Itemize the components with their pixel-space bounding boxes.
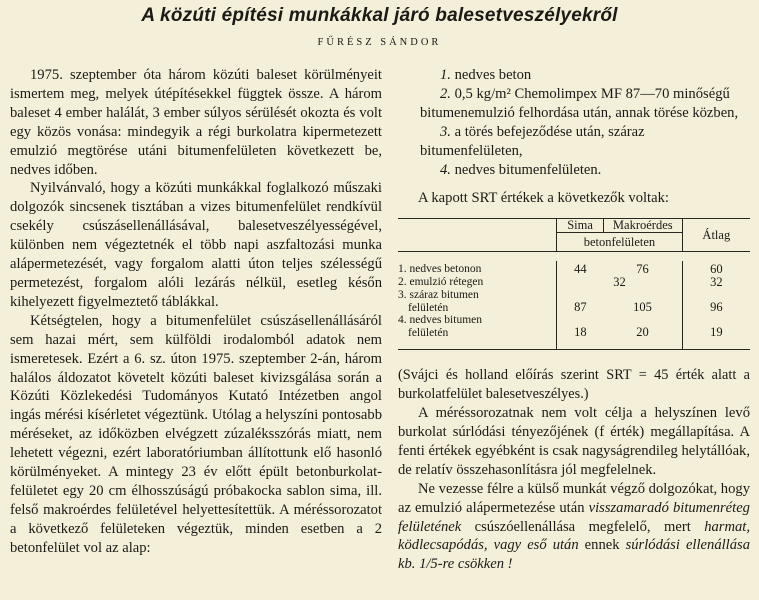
list-item <box>398 85 750 123</box>
paragraph-right-3 <box>398 480 750 575</box>
row-label <box>398 314 557 350</box>
list-text: a törés befejeződése után, száraz bitumenfelületen, <box>420 123 645 159</box>
col-header-atlag: Átlag <box>682 219 750 252</box>
cell-sima: 18 <box>557 314 604 350</box>
row-label-line1: 3. száraz bitumen <box>398 288 479 301</box>
cell-atlag: 96 <box>682 289 750 314</box>
p3-part-f: súrlódási ellenállása kb. 1/5-re csökken ! <box>398 537 750 573</box>
list-text: nedves beton <box>454 67 532 83</box>
paragraph-3: Kétségtelen, hogy a bitumenfelület csúszásellenállásáról sem hazai mért, sem külföldi irodalomból adatok nem ismeretesek. Ezért a 6. sz. úton 1975. szeptember 2-án, három halálos áldozatot követelt közúti baleset kivizsgálása során a Közúti Közlekedési Tudományos Kutató Intézetben angol ingás mérési kísérletet végeztünk. Utólag a helyszíni pontosabb méréseket, az időközben elvégzett zúzaléksszórás miatt, nem lehetett végezni, ezért laboratóriumban állítottunk elő hasonló körülményeket. A mintegy 23 év előtt épült betonburkolat-felületet egy 20 cm élhosszúságú próbakocka sablon sima, ill. felső makroérdes felületével helyettesítettük. A méréssorozatot a következő felületeken végeztük, minden esetben a 2 betonfelület vol az alap: <box>10 312 382 556</box>
article-author: FŰRÉSZ SÁNDOR <box>317 37 442 48</box>
note-paragraph: (Svájci és holland előírás szerint SRT = 45 érték alatt a burkolatfelület balesetveszélyes.) <box>398 367 750 403</box>
table-row <box>398 289 750 314</box>
list-number: 3. <box>440 123 451 140</box>
col-header-sima: Sima <box>557 219 604 233</box>
cell-makro: 20 <box>603 314 682 350</box>
list-item <box>398 66 750 85</box>
cell-sima: 44 <box>557 261 604 276</box>
table-corner <box>398 219 557 252</box>
right-column <box>398 66 750 574</box>
paragraph-1: 1975. szeptember óta három közúti baleset körülményeit ismertem meg, melyek útépítésekkel függtek össze. A három baleset 4 ember halálát, 3 ember súlyos sérülését okozta és volt egy közös vonása: mindegyik a régi burkolatra kipermetezett emulzió megtörése utáni bitumenfelületen következett be, nedves időben. <box>10 67 382 178</box>
p3-part-b: visszamaradó bitumenréteg felületének <box>398 499 750 535</box>
row-label-line2: felületén <box>408 326 449 339</box>
list-text: 0,5 kg/m² Chemolimpex MF 87—70 minőségű bitumenemulzió felhordása után, annak törése közben, <box>420 85 739 121</box>
table-intro: A kapott SRT értékek a következők voltak: <box>418 190 669 207</box>
left-column <box>10 66 382 558</box>
list-number: 4. <box>440 161 451 178</box>
paragraph-2: Nyilvánvaló, hogy a közúti munkákkal foglalkozó műszaki dolgozók sincsenek tisztában a vizes bitumenfelület rendkívül csekély csúszásellenállásával, balesetveszélyességével, különben nem végeztetnék el több napi aszfaltozási munka alápermetezését, vagy forgalom alatti úton teljes szélességű permetezést, forgalom alóli lezárás nélkül, esetleg későn kihelyezett figyelmeztető táblákkal. <box>10 180 382 310</box>
col-header-sub: betonfelületen <box>557 233 682 252</box>
row-label <box>398 289 557 314</box>
p3-part-d: harmat, ködlecsapódás, vagy eső után <box>398 518 750 554</box>
cell-sima: 87 <box>557 289 604 314</box>
srt-table <box>398 218 750 350</box>
cell-sima-makro: 32 <box>557 276 682 289</box>
article-title: A közúti építési munkákkal járó balesetveszélyekről <box>141 5 618 26</box>
row-label-line2: felületén <box>408 301 449 314</box>
list-number: 1. <box>440 67 451 83</box>
p3-part-a: Ne vezesse félre a külső munkát végző dolgozókat, hogy az emulzió alápermetezése után <box>398 480 750 516</box>
table-row <box>398 261 750 276</box>
cell-atlag: 32 <box>682 276 750 289</box>
paragraph-right-2: A méréssorozatnak nem volt célja a helyszínen levő burkolat súrlódási tényezőjének (f érték) megállapítása. A fenti értékek egyébként is csak nagyságrendileg helytállóak, de relatív összehasonlításra jól megfelelnek. <box>398 405 750 478</box>
row-label: 2. emulzió rétegen <box>398 276 484 289</box>
row-label: 1. nedves betonon <box>398 263 482 276</box>
list-item <box>398 123 750 161</box>
table-spacer <box>398 252 750 262</box>
table-row <box>398 314 750 350</box>
list-number: 2. <box>440 85 451 102</box>
cell-makro: 76 <box>636 261 649 276</box>
list-item <box>398 161 750 180</box>
list-text: nedves bitumenfelületen. <box>454 161 602 178</box>
cell-makro: 105 <box>633 300 652 315</box>
cell-atlag: 19 <box>682 314 750 350</box>
col-header-makro: Makroérdes <box>603 219 682 233</box>
cell-atlag: 60 <box>682 261 750 276</box>
table-row <box>398 276 750 289</box>
p3-part-e: ennek <box>578 537 626 554</box>
p3-part-c: csúszóellenállása megfelelő, mert <box>461 518 705 535</box>
row-label-line1: 4. nedves bitumen <box>398 314 482 327</box>
